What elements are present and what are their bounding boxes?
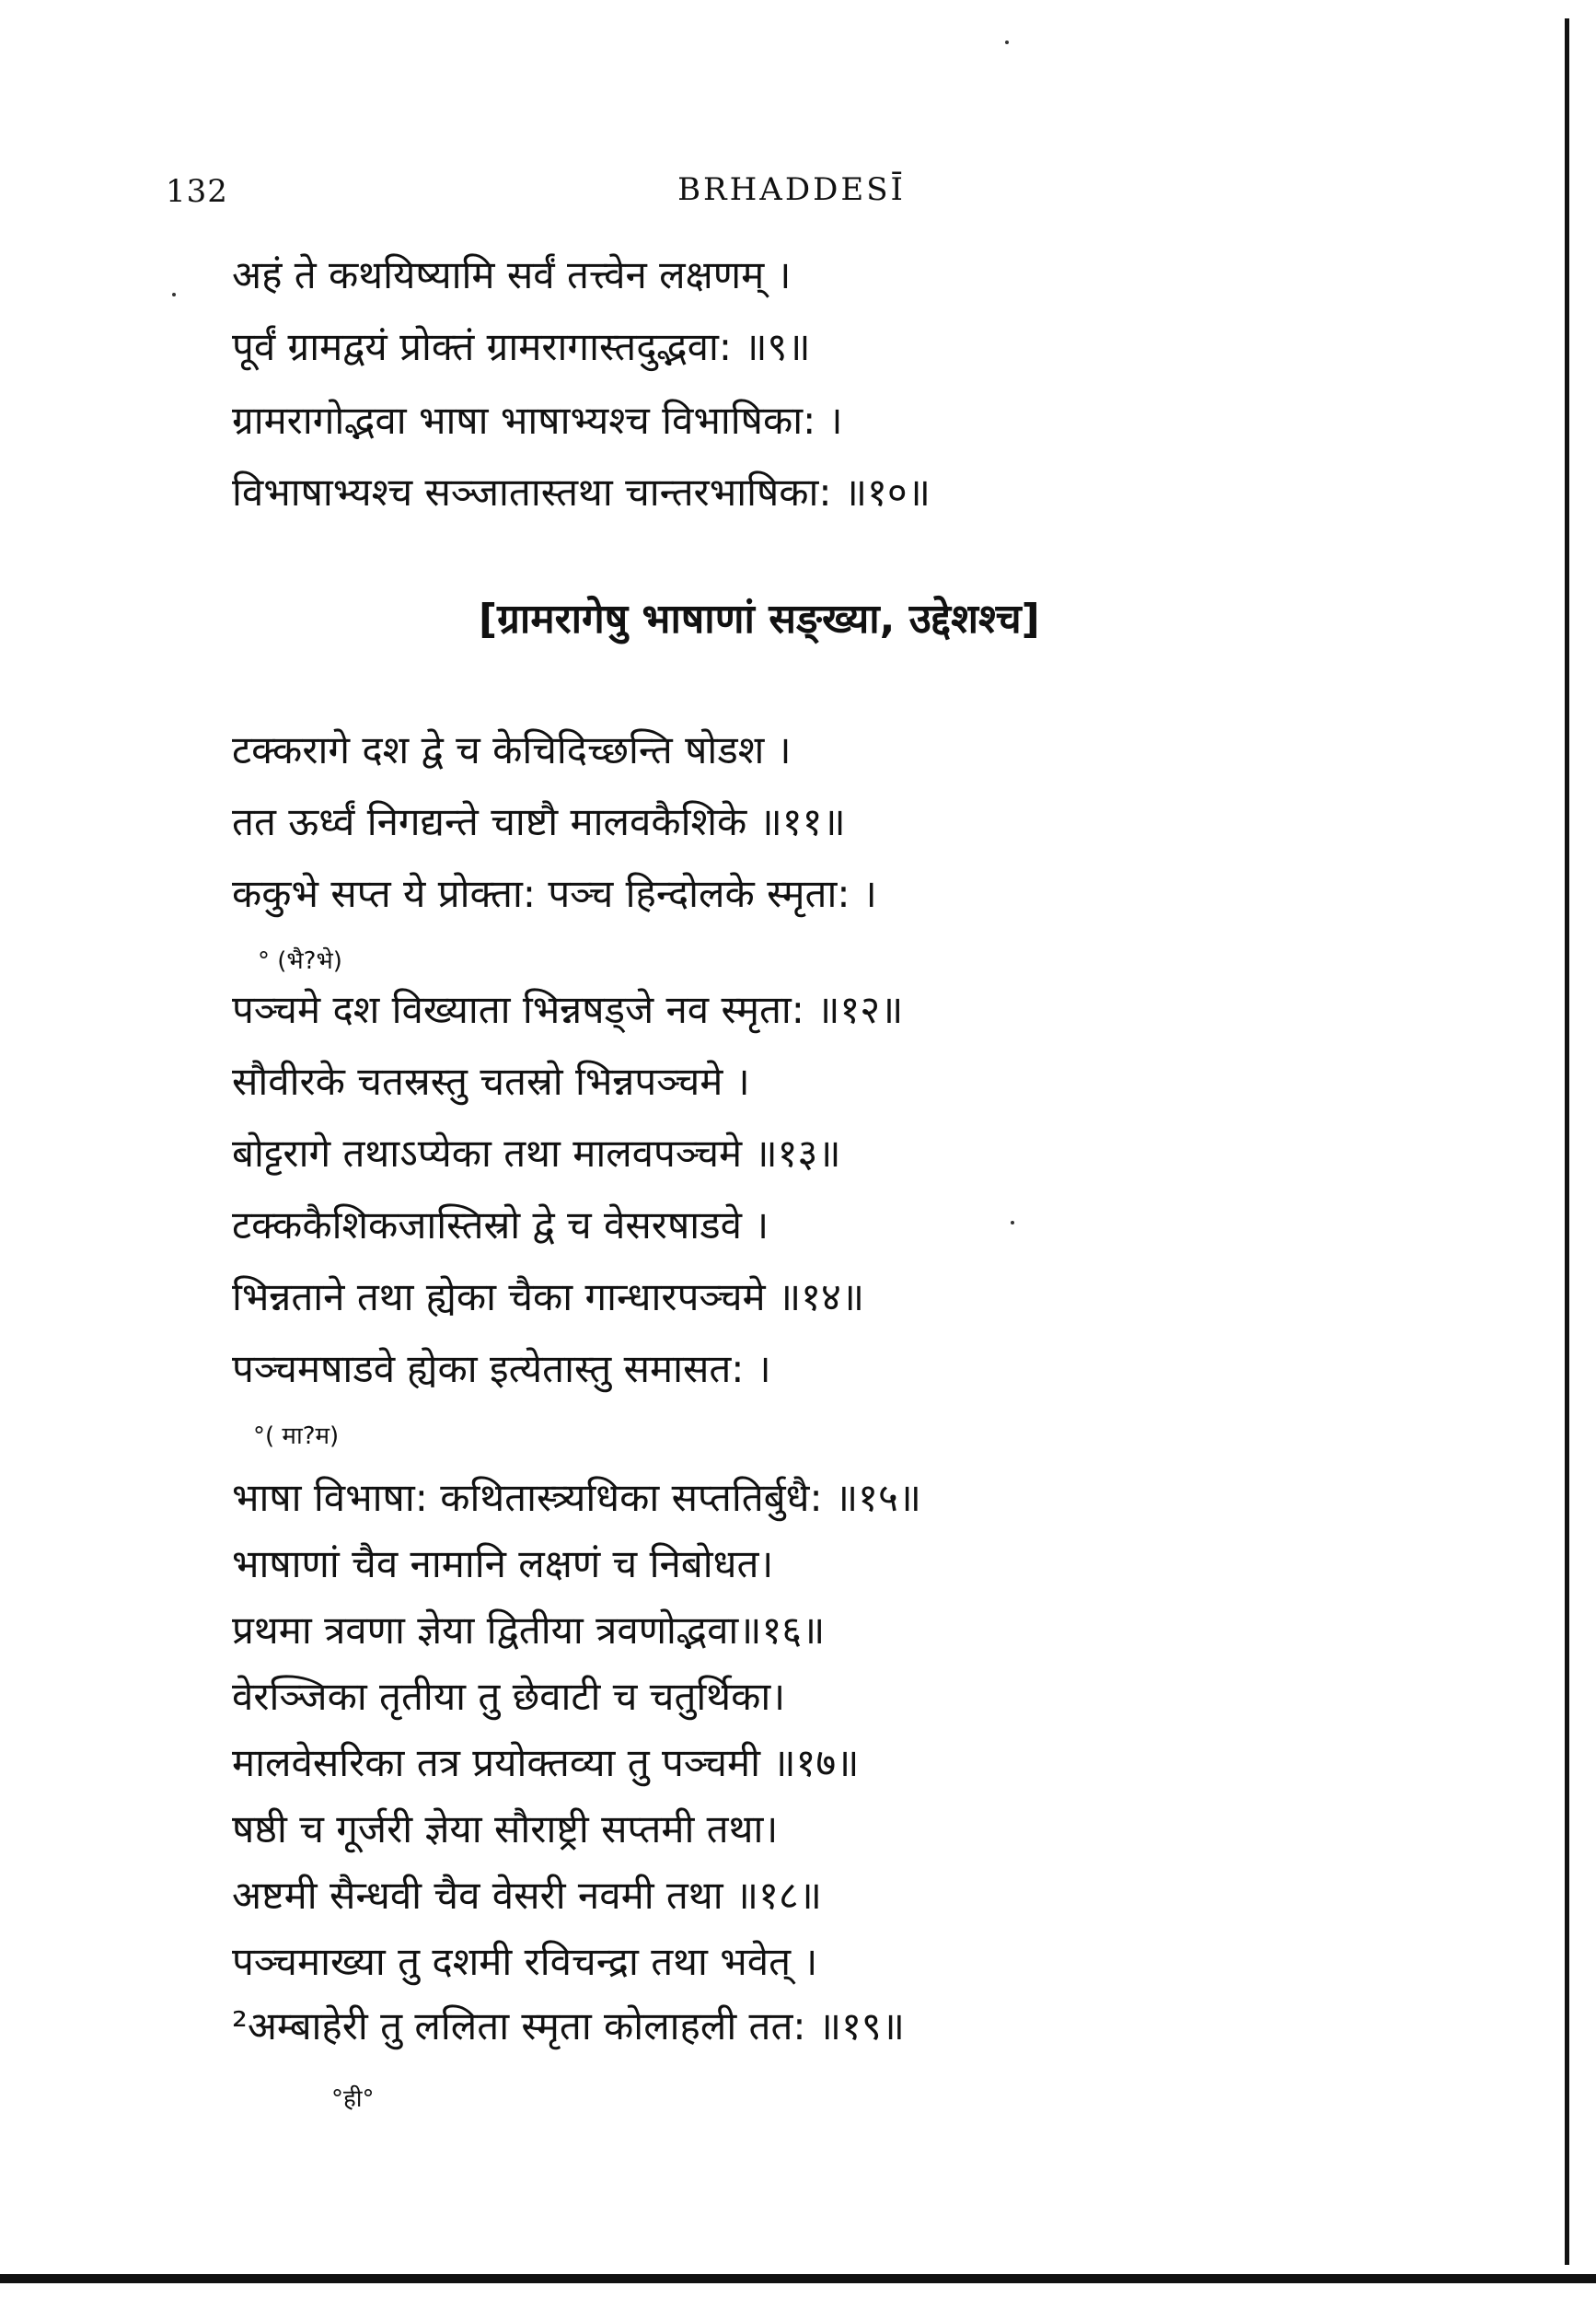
verse-line: टक्ककैशिकजास्तिस्रो द्वे च वेसरषाडवे । — [232, 1202, 769, 1248]
speck — [1011, 1221, 1014, 1224]
verse-line: भिन्नताने तथा ह्येका चैका गान्धारपञ्चमे ॥१४॥ — [232, 1274, 865, 1319]
page-right-edge — [1565, 18, 1569, 2265]
speck — [172, 293, 176, 296]
verse-line: पञ्चमाख्या तु दशमी रविचन्द्रा तथा भवेत् । — [232, 1939, 818, 1984]
verse-line: भाषाणां चैव नामानि लक्षणं च निबोधत। — [232, 1541, 774, 1586]
verse-line: मालवेसरिका तत्र प्रयोक्तव्या तु पञ्चमी ॥१७॥ — [232, 1740, 860, 1785]
footnote-marker: ° (भै?भे) — [258, 947, 342, 975]
verse-line: ककुभे सप्त ये प्रोक्ता: पञ्च हिन्दोलके स्मृता: । — [232, 871, 877, 916]
section-heading: [ग्रामरागेषु भाषाणां सङ्ख्या, उद्देशश्च] — [479, 596, 1040, 643]
speck — [1005, 41, 1009, 44]
verse-line: ²अम्बाहेरी तु ललिता स्मृता कोलाहली तत: ॥१९॥ — [232, 2003, 905, 2048]
verse-line: बोट्टरागे तथाऽप्येका तथा मालवपञ्चमे ॥१३॥ — [232, 1131, 841, 1176]
verse-line: अष्टमी सैन्धवी चैव वेसरी नवमी तथा ॥१८॥ — [232, 1873, 822, 1918]
verse-line: षष्ठी च गूर्जरी ज्ञेया सौराष्ट्री सप्तमी तथा। — [232, 1806, 779, 1851]
verse-line: विभाषाभ्यश्च सञ्जातास्तथा चान्तरभाषिका: ॥१०॥ — [232, 470, 931, 515]
verse-line: पञ्चमषाडवे ह्येका इत्येतास्तु समासत: । — [232, 1346, 771, 1391]
verse-line: पञ्चमे दश विख्याता भिन्नषड्जे नव स्मृता: ॥१२॥ — [232, 987, 904, 1032]
verse-line: सौवीरके चतस्रस्तु चतस्रो भिन्नपञ्चमे । — [232, 1059, 750, 1104]
verse-line: प्रथमा त्रवणा ज्ञेया द्वितीया त्रवणोद्भवा॥१६॥ — [232, 1607, 826, 1653]
verse-line: वेरञ्जिका तृतीया तु छेवाटी च चतुर्थिका। — [232, 1674, 786, 1719]
verse-line: पूर्वं ग्रामद्वयं प्रोक्तं ग्रामरागास्तदुद्भवा: ॥९॥ — [232, 324, 811, 369]
verse-line: भाषा विभाषा: कथितास्त्र्यधिका सप्ततिर्बुधै: ॥१५॥ — [232, 1475, 921, 1520]
page-number: 132 — [166, 173, 228, 210]
verse-line: ग्रामरागोद्भवा भाषा भाषाभ्यश्च विभाषिका: । — [232, 398, 843, 443]
verse-line: टक्करागे दश द्वे च केचिदिच्छन्ति षोडश । — [232, 727, 792, 772]
verse-line: तत ऊर्ध्वं निगद्यन्ते चाष्टौ मालवकैशिके ॥११॥ — [232, 799, 846, 844]
page-bottom-edge — [0, 2274, 1596, 2283]
footnote-marker: °ही° — [331, 2085, 375, 2113]
verse-line: अहं ते कथयिष्यामि सर्वं तत्त्वेन लक्षणम् । — [232, 252, 792, 297]
running-title: BRHADDESĪ — [677, 171, 906, 208]
footnote-marker: °( मा?म) — [253, 1422, 340, 1450]
